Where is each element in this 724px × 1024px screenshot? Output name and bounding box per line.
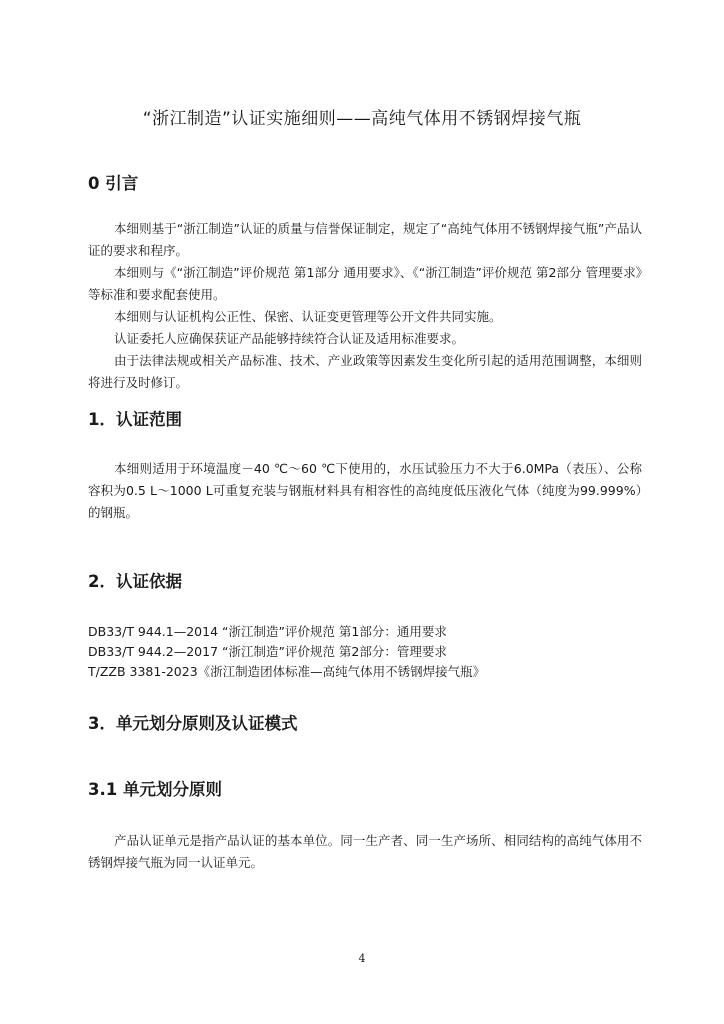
- heading-certification-scope: 1．认证范围: [88, 410, 182, 429]
- intro-paragraph-2: 本细则与《“浙江制造”评价规范 第1部分 通用要求》、《“浙江制造”评价规范 第2部分 管理要求》等标准和要求配套使用。: [88, 265, 642, 302]
- reference-item: DB33/T 944.2—2017 “浙江制造”评价规范 第2部分：管理要求: [88, 644, 447, 659]
- unit-principle-body: [88, 830, 642, 874]
- intro-paragraph-5: 由于法律法规或相关产品标准、技术、产业政策等因素发生变化所引起的适用范围调整，本细则将进行及时修订。: [88, 353, 642, 390]
- introduction-body: [88, 218, 642, 394]
- heading-unit-principle: 3.1 单元划分原则: [88, 780, 222, 799]
- reference-item: DB33/T 944.1—2014 “浙江制造”评价规范 第1部分：通用要求: [88, 624, 447, 639]
- intro-paragraph-4: 认证委托人应确保获证产品能够持续符合认证及适用标准要求。: [114, 331, 465, 346]
- heading-unit-and-mode: 3．单元划分原则及认证模式: [88, 714, 298, 733]
- scope-body: [88, 458, 642, 524]
- unit-principle-paragraph: 产品认证单元是指产品认证的基本单位。同一生产者、同一生产场所、相同结构的高纯气体用不锈钢焊接气瓶为同一认证单元。: [88, 833, 642, 870]
- heading-introduction: 0 引言: [88, 174, 139, 193]
- intro-paragraph-3: 本细则与认证机构公正性、保密、认证变更管理等公开文件共同实施。: [114, 309, 502, 324]
- document-title: “浙江制造”认证实施细则——高纯气体用不锈钢焊接气瓶: [142, 109, 582, 129]
- scope-paragraph: 本细则适用于环境温度－40 ℃～60 ℃下使用的，水压试验压力不大于6.0MPa（表压）、公称容积为0.5 L～1000 L可重复充装与钢瓶材料具有相容性的高纯度低压液化气体（纯度为99.999%）的钢瓶。: [88, 461, 642, 520]
- reference-list: [88, 622, 648, 682]
- intro-paragraph-1: 本细则基于“浙江制造”认证的质量与信誉保证制定，规定了“高纯气体用不锈钢焊接气瓶”产品认证的要求和程序。: [88, 221, 642, 258]
- heading-certification-basis: 2．认证依据: [88, 572, 182, 591]
- page-number: 4: [358, 952, 366, 965]
- reference-item: T/ZZB 3381-2023《浙江制造团体标准—高纯气体用不锈钢焊接气瓶》: [88, 664, 486, 679]
